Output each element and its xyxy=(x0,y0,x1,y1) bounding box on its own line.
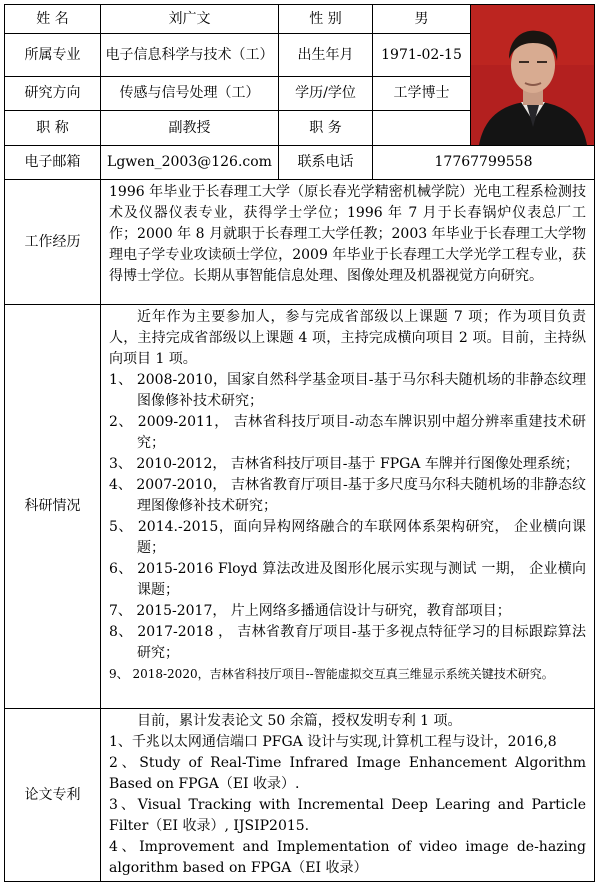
project-item: 4、 2007-2010， 吉林省教育厅项目-基于多尺度马尔科夫随机场的非静态纹理图像修补技术研究； xyxy=(109,477,586,514)
profile-table xyxy=(4,4,595,882)
gender-label: 性 别 xyxy=(279,5,373,34)
email-label: 电子邮箱 xyxy=(5,146,101,180)
work-label: 工作经历 xyxy=(5,180,101,305)
paper-item: 2、Study of Real-Time Infrared Image Enhancement Algorithm Based on FPGA（EI 收录）. xyxy=(109,755,586,792)
photo-cell xyxy=(471,5,595,146)
research-value: 传感与信号处理（工） xyxy=(101,77,279,111)
project-item: 7、 2015-2017， 片上网络多播通信设计与研究，教育部项目； xyxy=(109,603,511,619)
work-history-cell xyxy=(101,180,595,305)
paper-item: 1、千兆以太网通信端口 PFGA 设计与实现,计算机工程与设计，2016,8 xyxy=(109,734,557,750)
project-item: 3、 2010-2012， 吉林省科技厅项目-基于 FPGA 车牌并行图像处理系统； xyxy=(109,456,579,472)
papers-cell xyxy=(101,709,595,882)
position-value xyxy=(373,111,471,146)
work-history-text: 1996 年毕业于长春理工大学（原长春光学精密机械学院）光电工程系检测技术及仪器仪表专业，获得学士学位；1996 年 7 月于长春锅炉仪表总厂工作；2000 年 8 月就职于长春理工大学任教；2003 年毕业于长春理工大学物理电子学专业攻读硕士学位，2009 年毕业于长春理工大学光学工程专业，获得博士学位。长期从事智能信息处理、图像处理及机器视觉方向研究。 xyxy=(109,184,586,284)
project-item: 1、 2008-2010，国家自然科学基金项目-基于马尔科夫随机场的非静态纹理图像修补技术研究； xyxy=(109,372,586,409)
paper-item: 4、Improvement and Implementation of video image de-hazing algorithm based on FPGA（EI 收录） xyxy=(109,839,586,876)
project-item: 5、 2014.-2015，面向异构网络融合的车联网体系架构研究， 企业横向课题； xyxy=(109,519,586,556)
name-value: 刘广文 xyxy=(101,5,279,34)
projects-label: 科研情况 xyxy=(5,305,101,709)
portrait-photo xyxy=(471,5,595,145)
papers-label: 论文专利 xyxy=(5,709,101,882)
title-value: 副教授 xyxy=(101,111,279,146)
project-item: 8、 2017-2018 ， 吉林省教育厅项目-基于多视点特征学习的目标跟踪算法研究； xyxy=(109,624,586,661)
projects-intro: 近年作为主要参加人，参与完成省部级以上课题 7 项；作为项目负责人，主持完成省部级以上课题 4 项，主持完成横向项目 2 项。目前，主持纵向项目 1 项。 xyxy=(109,309,586,367)
portrait-image xyxy=(471,5,595,145)
phone-value: 17767799558 xyxy=(373,146,595,180)
projects-cell xyxy=(101,305,595,709)
degree-value: 工学博士 xyxy=(373,77,471,111)
project-item: 9、 2018-2020，吉林省科技厅项目--智能虚拟交互真三维显示系统关键技术研究。 xyxy=(109,667,554,681)
papers-intro: 目前，累计发表论文 50 余篇，授权发明专利 1 项。 xyxy=(137,713,462,729)
project-item: 2、 2009-2011， 吉林省科技厅项目-动态车牌识别中超分辨率重建技术研究； xyxy=(109,414,586,451)
degree-label: 学历/学位 xyxy=(279,77,373,111)
project-item: 6、 2015-2016 Floyd 算法改进及图形化展示实现与测试 一期， 企业横向课题； xyxy=(109,561,586,598)
birth-label: 出生年月 xyxy=(279,34,373,77)
email-value: Lgwen_2003@126.com xyxy=(101,146,279,180)
title-label: 职 称 xyxy=(5,111,101,146)
research-label: 研究方向 xyxy=(5,77,101,111)
birth-value: 1971-02-15 xyxy=(373,34,471,77)
name-label: 姓 名 xyxy=(5,5,101,34)
major-label: 所属专业 xyxy=(5,34,101,77)
position-label: 职 务 xyxy=(279,111,373,146)
gender-value: 男 xyxy=(373,5,471,34)
phone-label: 联系电话 xyxy=(279,146,373,180)
major-value: 电子信息科学与技术（工） xyxy=(101,34,279,77)
paper-item: 3、Visual Tracking with Incremental Deep Learing and Particle Filter（EI 收录）, IJSIP2015. xyxy=(109,797,586,834)
